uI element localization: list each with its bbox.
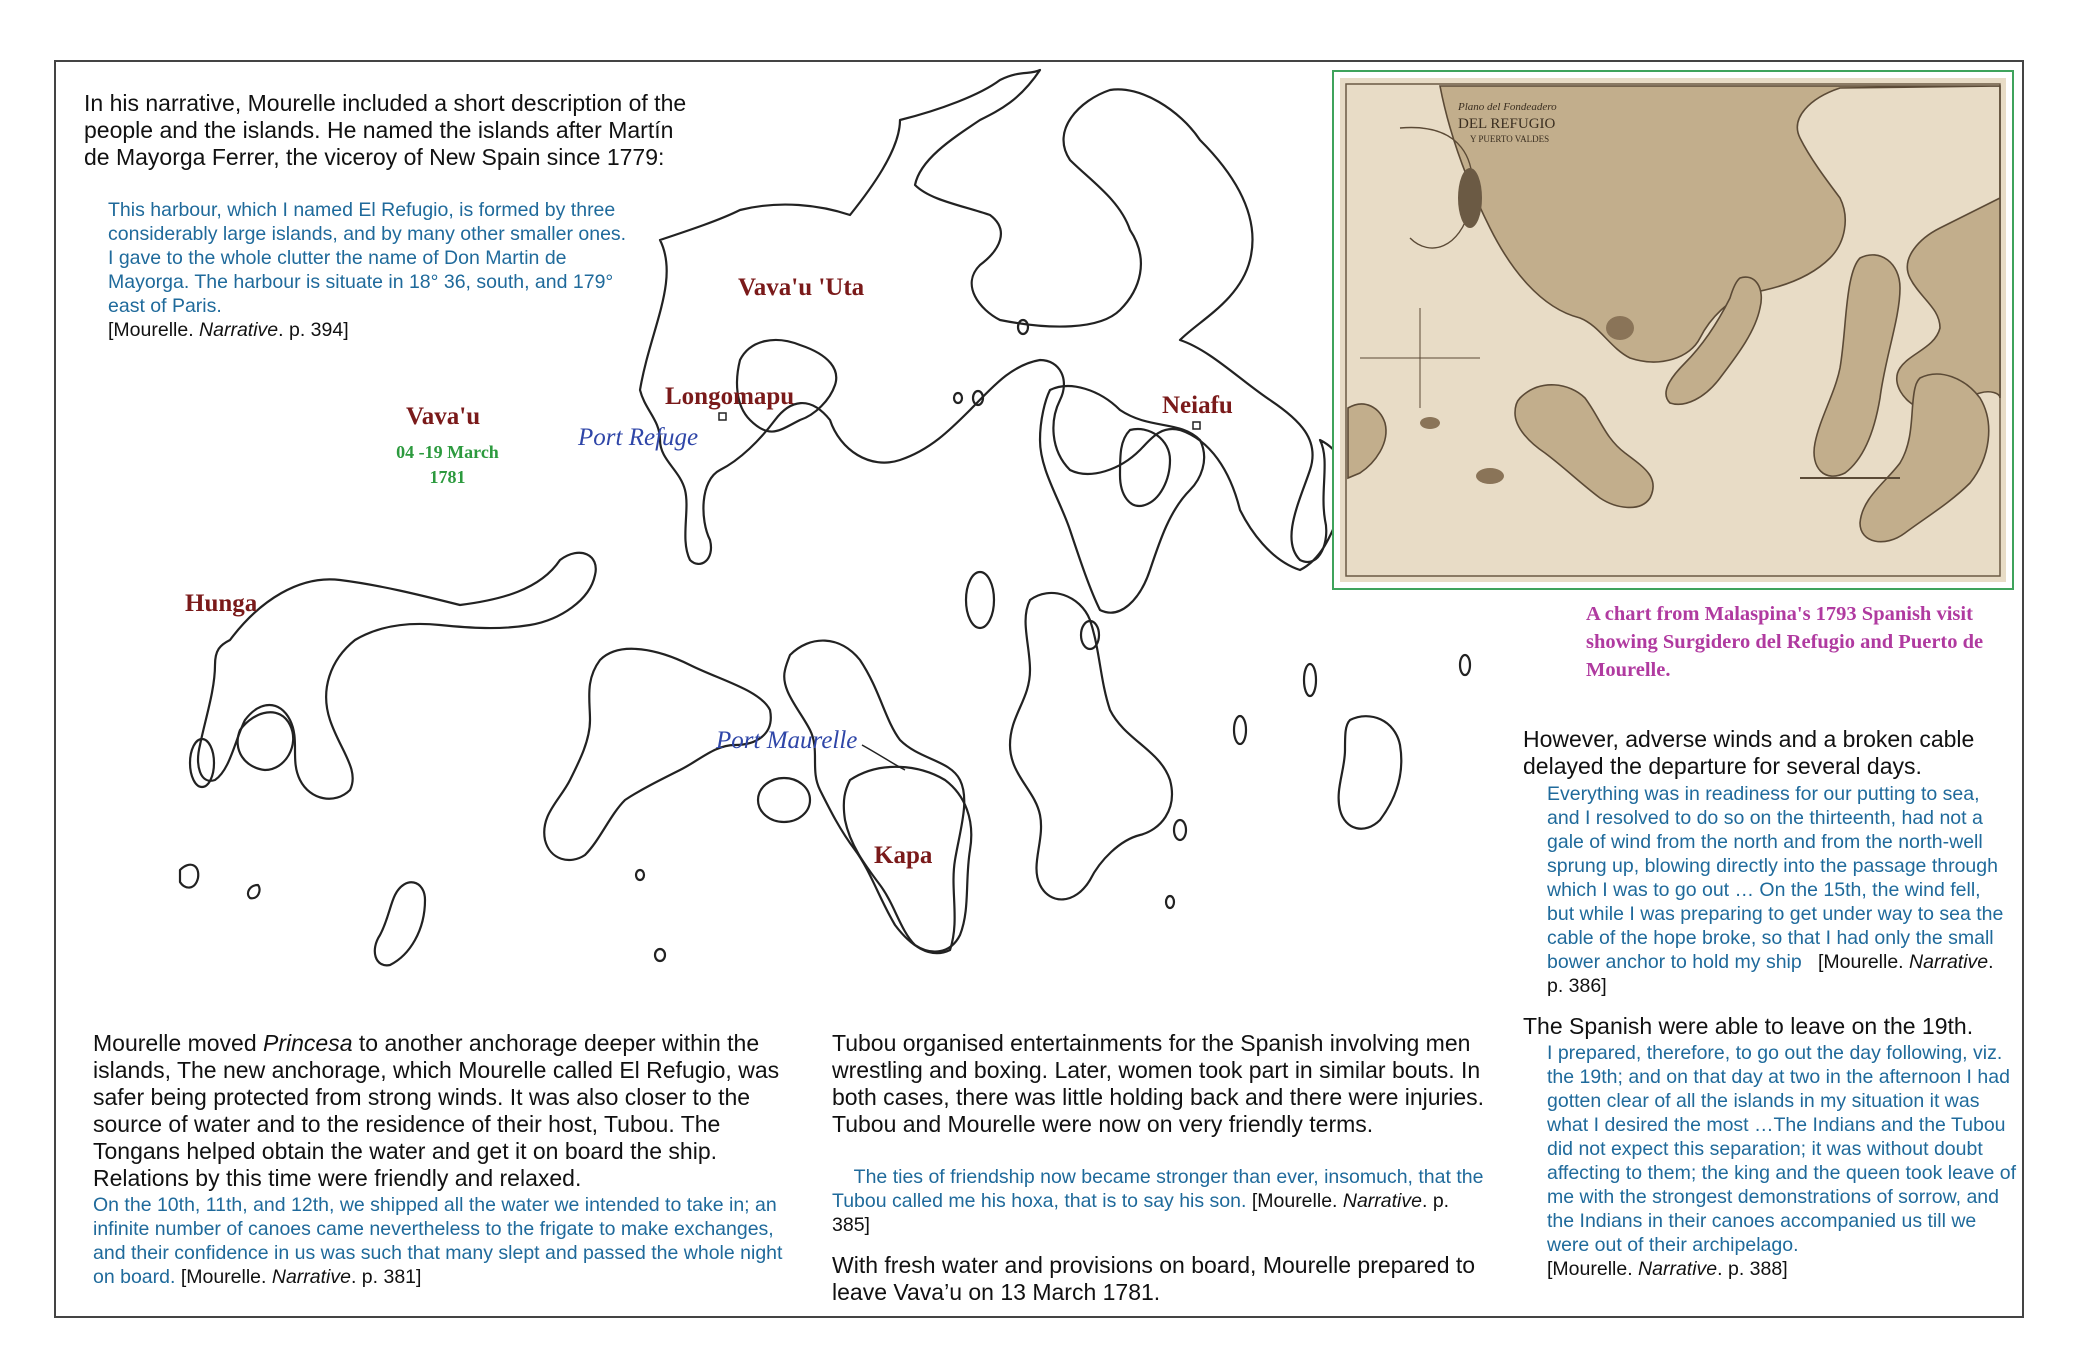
island-far-east [1339,716,1402,829]
citation-page: . p. 385] [832,1190,1450,1236]
citation-381 [175,1266,421,1288]
narrative-delay: However, adverse winds and a broken cable delayed the departure for several days. [1523,726,1975,779]
label-kapa: Kapa [874,842,933,869]
island-east-small [1120,429,1170,506]
narrative-anchorage-post: to another anchorage deeper within the islands, The new anchorage, which Mourelle called El Refugio, was safer being protected from strong winds. It was also closer to the source of water and to the residence of their host, Tubou. The Tongans helped obtain the water and get it on board the ship. Relations by this time were friendly and relaxed. [93,1030,780,1191]
citation-title: Narrative [199,319,279,341]
islet-9 [248,885,260,898]
malaspina-chart-image [1340,78,2006,582]
islet-11 [636,870,644,880]
visit-dates: 04 -19 March [396,442,499,462]
chart-title-1: Plano del Fondeadero [1458,101,1557,113]
chart-title-3: Y PUERTO VALDES [1470,134,1550,144]
islet-17 [1234,716,1246,744]
citation-page: . p. 394] [278,319,349,341]
label-port-maurelle: Port Maurelle [716,727,858,754]
chart-title-2: DEL REFUGIO [1458,116,1556,132]
quote-leave-text: I prepared, therefore, to go out the day following, viz. the 19th; and on that day at two in the afternoon I had gotten clear of all the islands in my situation it was what I desired the most …The Indians and the Tubou did not expect this separation; it was without doubt affecting to them; the king and the queen took leave of me with the strongest demonstrations of sorrow, and the Indians in their canoes accompanied us till we were out of their archipelago. [1547,1042,2017,1256]
peninsula-neiafu [1040,386,1204,613]
port-maurelle-pointer [862,745,905,770]
islet-10 [655,949,665,961]
citation-author: [Mourelle. [1246,1190,1343,1212]
citation-388 [1547,1258,1788,1280]
label-port-refuge: Port Refuge [578,424,699,451]
ship-name: Princesa [263,1030,353,1056]
islet-12 [1166,896,1174,908]
narrative-anchorage-pre: Mourelle moved [93,1030,264,1056]
narrative-entertainment: Tubou organised entertainments for the Spanish involving men wrestling and boxing. Later, women took part in similar bouts. In both cases, there was little holding back and there were injuries. Tubou and Mourelle were now on very friendly terms. [832,1030,1485,1137]
citation-page: . p. 386] [1547,951,1994,997]
quote-friendship [832,1165,1492,1237]
lagoon-hunga [238,712,294,770]
longomapu-marker [719,413,726,420]
islet-6 [1174,820,1186,840]
citation-author: [Mourelle. [175,1266,272,1288]
citation-title: Narrative [1638,1258,1718,1280]
narrative-intro: In his narrative, Mourelle included a short description of the people and the islands. He named the islands after Martín de Mayorga Ferrer, the viceroy of New Spain since 1779: [84,90,687,170]
narrative-prepare-leave: With fresh water and provisions on board, Mourelle prepared to leave Vava’u on 13 March 1781. [832,1252,1476,1305]
neiafu-marker [1193,422,1200,429]
visit-year: 1781 [429,467,466,487]
label-visit-dates [380,440,515,490]
islet-2 [190,739,214,787]
island-east-mid [1010,593,1172,899]
islet-13 [1018,320,1028,334]
quote-leave [1547,1041,2017,1281]
island-vavau-uta [640,70,1346,570]
label-longomapu: Longomapu [665,383,795,410]
quote-water-text: On the 10th, 11th, and 12th, we shipped all the water we intended to take in; an infinite number of canoes came nevertheless to the frigate to make exchanges, and their confidence in us was such that many slept and passed the whole night on board. [93,1194,783,1288]
citation-author: [Mourelle. [1547,1258,1639,1280]
island-port-maurelle [784,641,964,954]
islet-15 [954,393,962,403]
quote-friendship-text: The ties of friendship now became stronger than ever, insomuch, that the Tubou called me his hoxa, that is to say his son. [832,1166,1484,1212]
citation-page: . p. 388] [1717,1258,1788,1280]
narrative-anchorage [93,1030,805,1192]
label-vavau-uta: Vava'u 'Uta [738,274,865,301]
islet-16 [1304,664,1316,696]
malaspina-chart-inset [1332,70,2014,590]
quote-departure-delay [1547,782,2013,998]
quote-delay-text: Everything was in readiness for our putting to sea, and I resolved to do so on the thirteenth, had not a gale of wind from the north and from the north-well sprung up, blowing directly into the passage through which I was to go out … On the 15th, the wind fell, but while I was preparing to get under way to sea the cable of the hope broke, so that I had only the small bower anchor to hold my ship [1547,783,2004,973]
citation-author: [Mourelle. [1817,951,1910,973]
islet-7 [375,882,425,965]
label-hunga: Hunga [185,590,258,617]
island-hunga [198,553,596,799]
label-vavau: Vava'u [406,403,481,430]
quote-water [93,1193,793,1289]
islet-5 [1460,655,1470,675]
citation-394 [108,319,349,341]
citation-title: Narrative [1342,1190,1422,1212]
islet-4 [1081,621,1099,649]
citation-title: Narrative [271,1266,351,1288]
islet-1 [758,778,810,822]
label-neiafu: Neiafu [1162,392,1233,419]
citation-page: . p. 381] [350,1266,422,1288]
islet-8 [180,865,198,888]
citation-title: Narrative [1909,951,1989,973]
quote-refugio [108,198,628,342]
inset-caption: A chart from Malaspina's 1793 Spanish visit showing Surgidero del Refugio and Puerto de Mourelle. [1586,603,1984,681]
quote-refugio-text: This harbour, which I named El Refugio, is formed by three considerably large islands, and by many other smaller ones. I gave to the whole clutter the name of Don Martin de Mayorga. The harbour is situate in 18° 36, south, and 179° east of Paris. [108,199,627,317]
citation-author: [Mourelle. [108,319,200,341]
islet-3 [966,572,994,628]
narrative-leave: The Spanish were able to leave on the 19th. [1523,1013,1974,1039]
